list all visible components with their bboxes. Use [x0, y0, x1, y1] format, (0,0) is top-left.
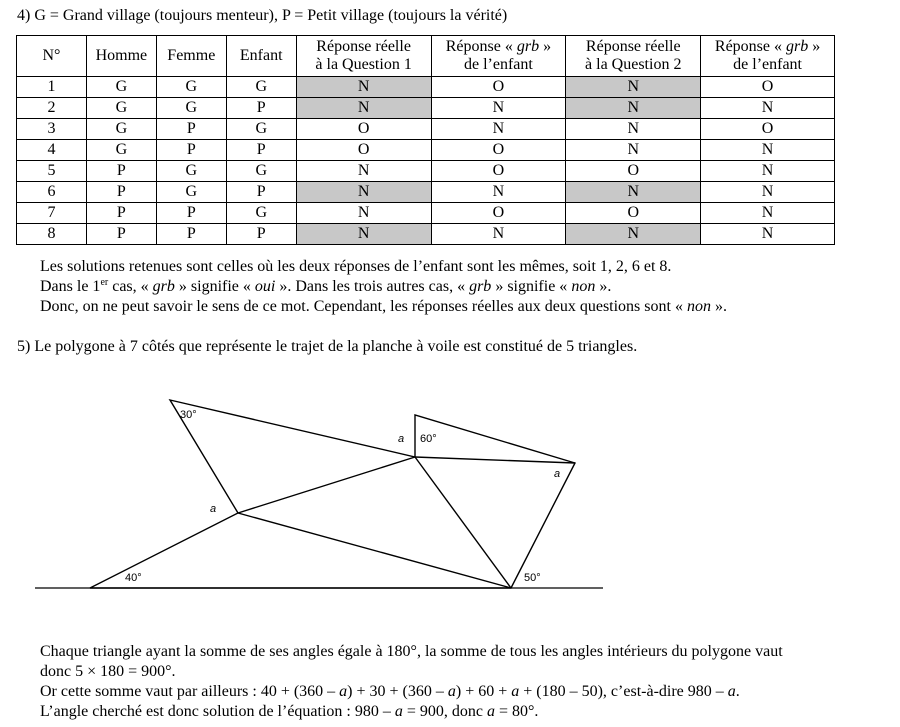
table-row: [17, 203, 835, 224]
table-row: [17, 119, 835, 140]
polygon-figure: [0, 390, 620, 600]
table-cell: O: [431, 140, 566, 161]
conclusion-5-line-2: donc 5 × 180 = 900°.: [40, 663, 176, 680]
table-cell: N: [566, 77, 701, 98]
conclusion-5-line-3: Or cette somme vaut par ailleurs : 40 + (360 – a) + 30 + (360 – a) + 60 + a + (180 – 50), c’est-à-dire 980 – a.: [40, 683, 740, 700]
table-cell: O: [431, 77, 566, 98]
table-row: [17, 161, 835, 182]
angle-a-top-label: a: [398, 433, 405, 445]
diagonal-4: [238, 513, 511, 588]
table-cell: N: [296, 98, 431, 119]
table-cell: N: [431, 98, 566, 119]
table-cell: N: [296, 182, 431, 203]
table-cell: G: [86, 98, 156, 119]
table-cell: P: [226, 224, 296, 245]
table-cell: N: [296, 161, 431, 182]
table-cell: N: [566, 98, 701, 119]
table-cell: N: [701, 161, 835, 182]
table-cell: G: [226, 161, 296, 182]
table-cell: O: [701, 77, 835, 98]
table-cell: P: [86, 161, 156, 182]
table-cell: O: [701, 119, 835, 140]
angle-a-left-label: a: [210, 503, 217, 515]
table-cell: N: [566, 182, 701, 203]
table-cell: P: [156, 119, 226, 140]
table-cell: N: [701, 98, 835, 119]
conclusion-4-line-3: Donc, on ne peut savoir le sens de ce mot. Cependant, les réponses réelles aux deux questions sont « non ».: [40, 298, 727, 315]
table-cell: P: [226, 98, 296, 119]
table-cell: O: [296, 119, 431, 140]
table-cell: P: [156, 203, 226, 224]
table-cell: N: [566, 140, 701, 161]
table-cell: N: [701, 182, 835, 203]
table-cell: N: [296, 203, 431, 224]
table-cell: N: [431, 182, 566, 203]
diagonal-1: [238, 457, 415, 513]
table-cell: G: [156, 161, 226, 182]
diagonal-2: [415, 457, 575, 463]
table-cell: N: [296, 77, 431, 98]
table-header-row: [17, 36, 835, 77]
table-cell: G: [226, 203, 296, 224]
table-body: [17, 77, 835, 245]
table-cell: G: [226, 77, 296, 98]
table-cell: P: [226, 182, 296, 203]
table-cell: N: [431, 224, 566, 245]
answers-table: [16, 35, 835, 245]
table-cell: N: [566, 224, 701, 245]
angle-50-label: 50°: [524, 572, 541, 584]
table-row: [17, 182, 835, 203]
table-row: [17, 224, 835, 245]
angle-30-label: 30°: [180, 409, 197, 421]
table-row: [17, 77, 835, 98]
header-grb-1: Réponse « grb » de l’enfant: [431, 36, 566, 77]
table-cell: N: [701, 140, 835, 161]
section-5-heading: 5) Le polygone à 7 côtés que représente le trajet de la planche à voile est constitué de 5 triangles.: [17, 338, 638, 355]
diagonal-3: [415, 457, 511, 588]
table-cell: G: [156, 77, 226, 98]
table-cell: 1: [17, 77, 87, 98]
table-cell: 5: [17, 161, 87, 182]
table-cell: O: [431, 203, 566, 224]
table-cell: N: [701, 224, 835, 245]
table-cell: 6: [17, 182, 87, 203]
table-cell: P: [86, 203, 156, 224]
header-reponse-q2: Réponse réelle à la Question 2: [566, 36, 701, 77]
table-cell: G: [156, 98, 226, 119]
table-cell: O: [566, 203, 701, 224]
table-cell: P: [156, 224, 226, 245]
conclusion-5-line-1: Chaque triangle ayant la somme de ses angles égale à 180°, la somme de tous les angles intérieurs du polygone vaut: [40, 643, 783, 660]
table-row: [17, 140, 835, 161]
table-cell: N: [296, 224, 431, 245]
table-cell: P: [156, 140, 226, 161]
header-grb-2: Réponse « grb » de l’enfant: [701, 36, 835, 77]
table-cell: G: [86, 119, 156, 140]
table-cell: P: [226, 140, 296, 161]
table-row: [17, 98, 835, 119]
table-cell: N: [566, 119, 701, 140]
header-number: N°: [17, 36, 87, 77]
table-cell: 3: [17, 119, 87, 140]
conclusion-4-line-1: Les solutions retenues sont celles où les deux réponses de l’enfant sont les mêmes, soit 1, 2, 6 et 8.: [40, 258, 672, 275]
angle-a-right-label: a: [554, 468, 561, 480]
header-reponse-q1: Réponse réelle à la Question 1: [296, 36, 431, 77]
table-cell: 2: [17, 98, 87, 119]
table-cell: N: [431, 119, 566, 140]
table-cell: G: [156, 182, 226, 203]
angle-60-label: 60°: [420, 433, 437, 445]
heptagon-outline: [90, 400, 575, 588]
section-4-heading: 4) G = Grand village (toujours menteur), P = Petit village (toujours la vérité): [17, 7, 508, 24]
conclusion-4-line-2: Dans le 1er cas, « grb » signifie « oui ». Dans les trois autres cas, « grb » signifie « non ».: [40, 277, 612, 295]
table-cell: O: [431, 161, 566, 182]
table-cell: O: [566, 161, 701, 182]
header-enfant: Enfant: [226, 36, 296, 77]
table-cell: G: [86, 77, 156, 98]
angle-40-label: 40°: [125, 572, 142, 584]
table-cell: N: [701, 203, 835, 224]
header-homme: Homme: [86, 36, 156, 77]
table-cell: P: [86, 224, 156, 245]
table-cell: G: [86, 140, 156, 161]
table-cell: 7: [17, 203, 87, 224]
table-cell: P: [86, 182, 156, 203]
table-cell: 4: [17, 140, 87, 161]
table-cell: G: [226, 119, 296, 140]
table-cell: 8: [17, 224, 87, 245]
table-cell: O: [296, 140, 431, 161]
conclusion-5-line-4: L’angle cherché est donc solution de l’équation : 980 – a = 900, donc a = 80°.: [40, 703, 539, 720]
header-femme: Femme: [156, 36, 226, 77]
